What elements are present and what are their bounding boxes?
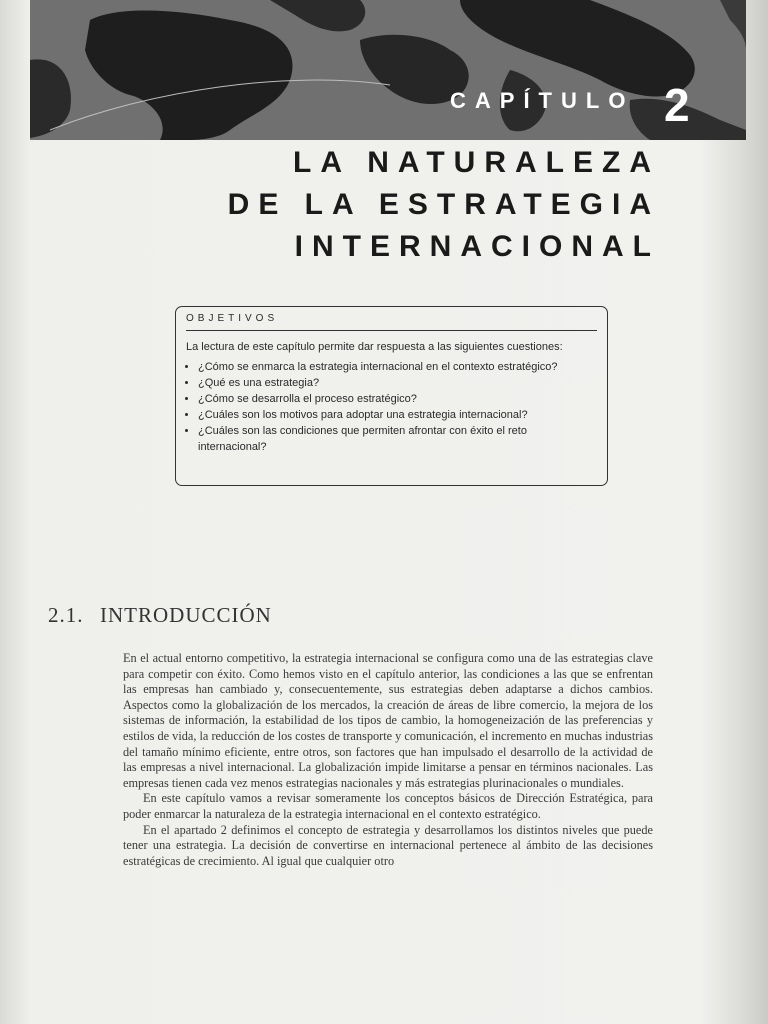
objective-item: • ¿Cuáles son los motivos para adoptar una estrategia internacional? [198,407,597,423]
world-map-banner [30,0,746,140]
world-map-image [30,0,746,140]
chapter-title-line: INTERNACIONAL [294,230,660,263]
section-title: INTRODUCCIÓN [100,603,272,627]
paragraph: En el apartado 2 definimos el concepto de estrategia y desarrollamos los distintos niveles que puede tener una estrategia. La decisión de convertirse en internacional pertenece al ámbito de las decisiones estratégicas de crecimiento. Al igual que cualquier otro [123,822,653,868]
objective-item: • ¿Cuáles son las condiciones que permiten afrontar con éxito el reto internacional? [198,423,597,455]
chapter-label: CAPÍTULO [450,88,635,113]
chapter-number: 2 [664,79,690,131]
objective-item: • ¿Cómo se desarrolla el proceso estratégico? [198,391,597,407]
objective-item: • ¿Cómo se enmarca la estrategia internacional en el contexto estratégico? [198,359,597,375]
paragraph: En este capítulo vamos a revisar someramente los conceptos básicos de Dirección Estratégica, para poder enmarcar la naturaleza de la estrategia internacional en el contexto estratégico. [123,791,653,821]
chapter-title [228,142,660,268]
objectives-intro: La lectura de este capítulo permite dar respuesta a las siguientes cuestiones: [186,341,563,353]
body-text [123,651,653,869]
objectives-list [186,359,597,455]
paragraph: En el actual entorno competitivo, la estrategia internacional se configura como una de las estrategias clave para competir con éxito. Como hemos visto en el capítulo anterior, las condiciones a las que se enfrentan las empresas han cambiado y, consecuentemente, sus estrategias deben adaptarse a dichos cambios. Aspectos como la globalización de los mercados, la creación de áreas de libre comercio, la mejora de los sistemas de información, la estabilidad de los tipos de cambio, la homogeneización de las preferencias y estilos de vida, la reducción de los costes de transporte y comunicación, el incremento en muchas industrias del tamaño mínimo eficiente, entre otros, son factores que han impulsado el desarrollo de la actividad de las empresas a nivel internacional. La globalización impide limitarse a pensar en términos nacionales. Las empresas tienen cada vez menos estrategias nacionales y más estrategias plurinacionales o mundiales. [123,651,653,790]
chapter-title-line: LA NATURALEZA [293,146,660,179]
chapter-title-line: DE LA ESTRATEGIA [227,188,660,221]
objectives-heading: OBJETIVOS [186,313,597,331]
section-heading [48,603,272,628]
section-number: 2.1. [48,603,84,627]
objective-item: • ¿Qué es una estrategia? [198,375,597,391]
objectives-box [175,306,608,486]
